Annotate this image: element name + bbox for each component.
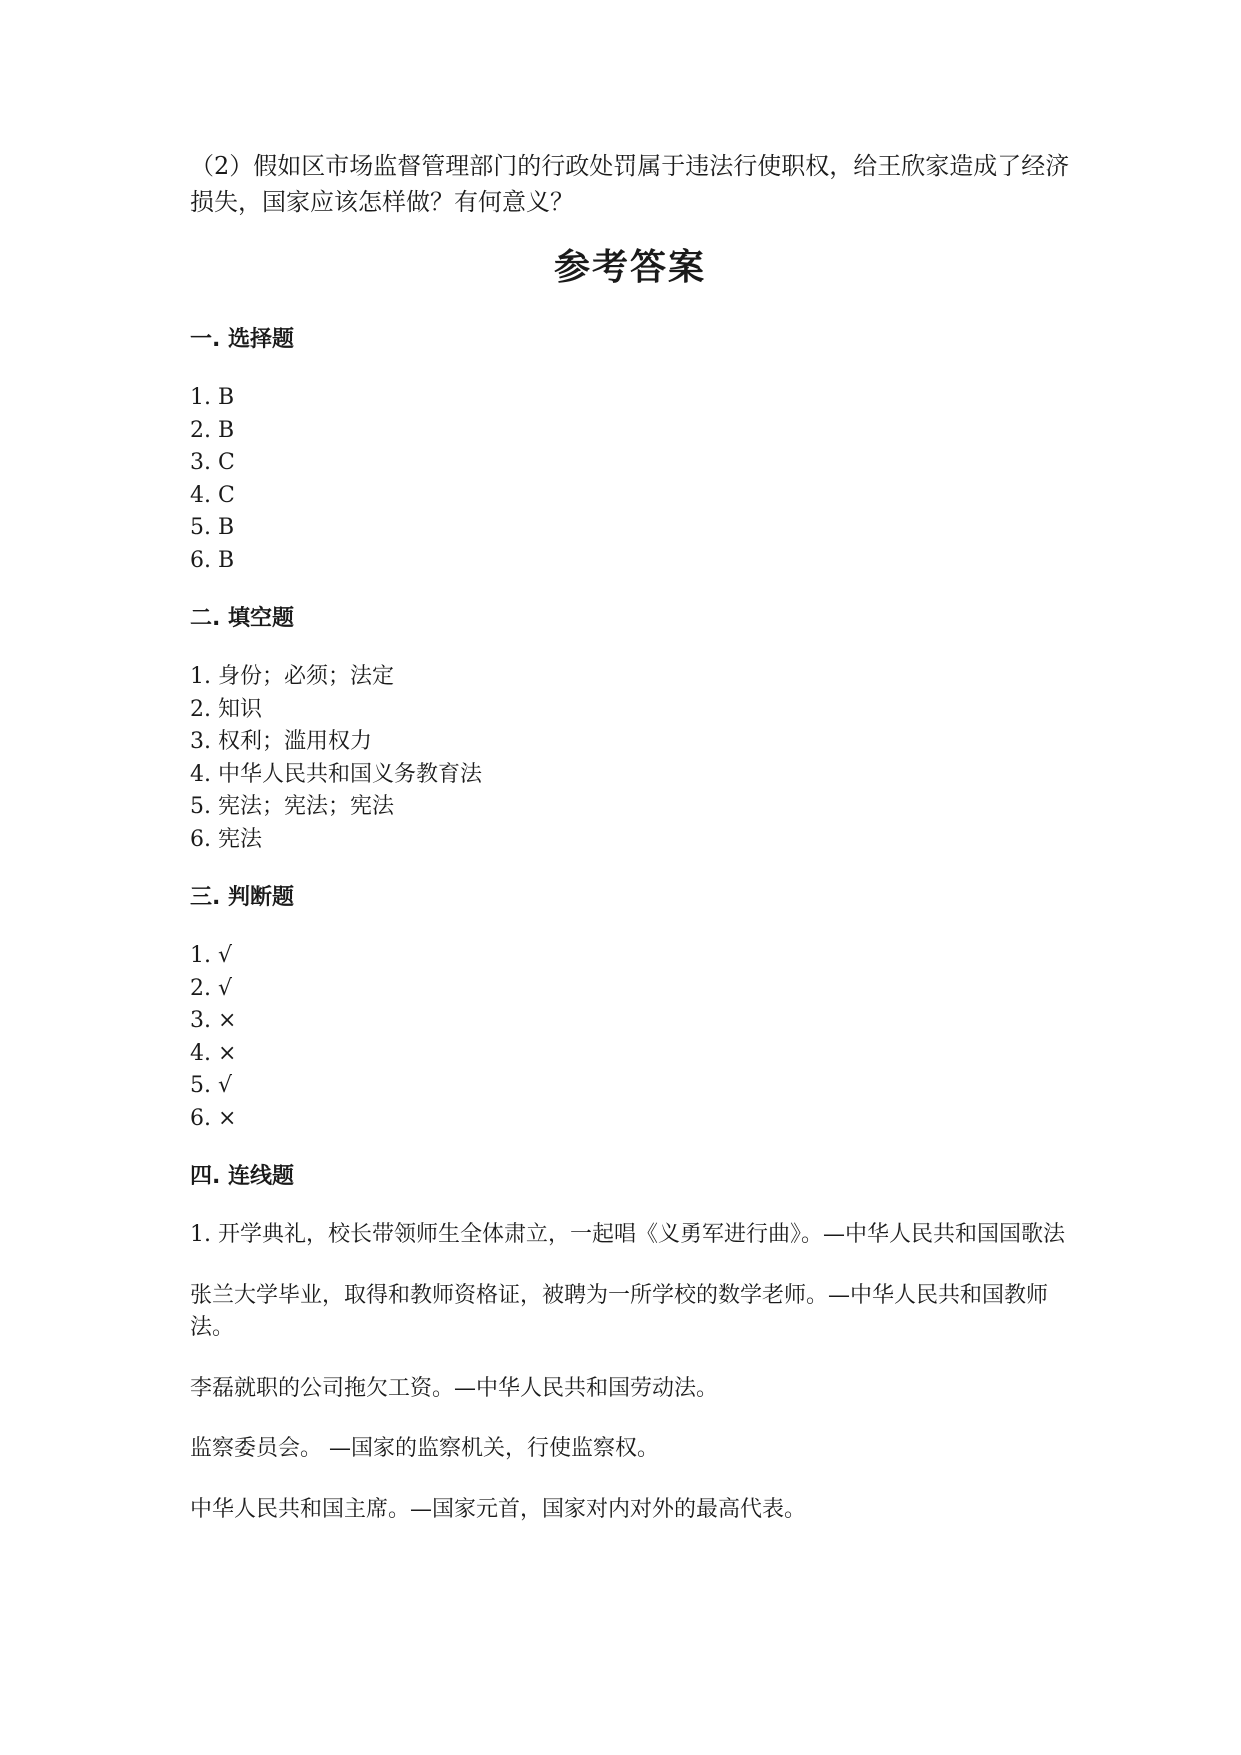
list-item: 2. B [190,417,235,443]
list-item: 1. √ [190,943,233,968]
list-item: 3. C [190,450,235,475]
match-answer-paragraph: 1. 开学典礼，校长带领师生全体肃立，一起唱《义勇军进行曲》。—中华人民共和国国歌法 [190,1222,1065,1247]
section-heading-fill: 二. 填空题 [190,606,295,631]
question-text: （2）假如区市场监督管理部门的行政处罚属于违法行使职权，给王欣家造成了经济损失，国家应该怎样做？有何意义？ [190,152,1070,216]
list-item: 5. √ [190,1073,233,1098]
page-title: 参考答案 [553,247,706,288]
list-item: 5. 宪法；宪法；宪法 [190,794,394,819]
list-item: 2. √ [190,975,233,1001]
match-answer-paragraph: 中华人民共和国主席。—国家元首，国家对内对外的最高代表。 [190,1496,807,1522]
answer-page [190,148,1070,1554]
section-heading-choice: 一. 选择题 [190,327,295,352]
judge-answer-list [190,940,1070,1135]
list-item: 1. B [190,385,235,410]
match-answer-paragraph: 张兰大学毕业，取得和教师资格证，被聘为一所学校的数学老师。—中华人民共和国教师法。 [190,1282,1049,1340]
fill-answer-list [190,661,1070,856]
list-item: 4. × [190,1040,237,1066]
list-item: 3. 权利；滥用权力 [190,729,372,754]
list-item: 3. × [190,1008,237,1033]
list-item: 6. × [190,1105,237,1131]
section-heading-judge: 三. 判断题 [190,885,295,910]
list-item: 6. 宪法 [190,826,262,852]
section-heading-match: 四. 连线题 [190,1164,295,1189]
list-item: 4. C [190,482,235,508]
choice-answer-list [190,382,1070,577]
list-item: 6. B [190,547,235,573]
match-answer-paragraph: 李磊就职的公司拖欠工资。—中华人民共和国劳动法。 [190,1375,719,1401]
list-item: 1. 身份；必须；法定 [190,664,394,689]
list-item: 5. B [190,515,235,540]
list-item: 4. 中华人民共和国义务教育法 [190,761,482,787]
list-item: 2. 知识 [190,696,262,722]
match-answer-paragraph: 监察委员会。 —国家的监察机关，行使监察权。 [190,1436,659,1461]
